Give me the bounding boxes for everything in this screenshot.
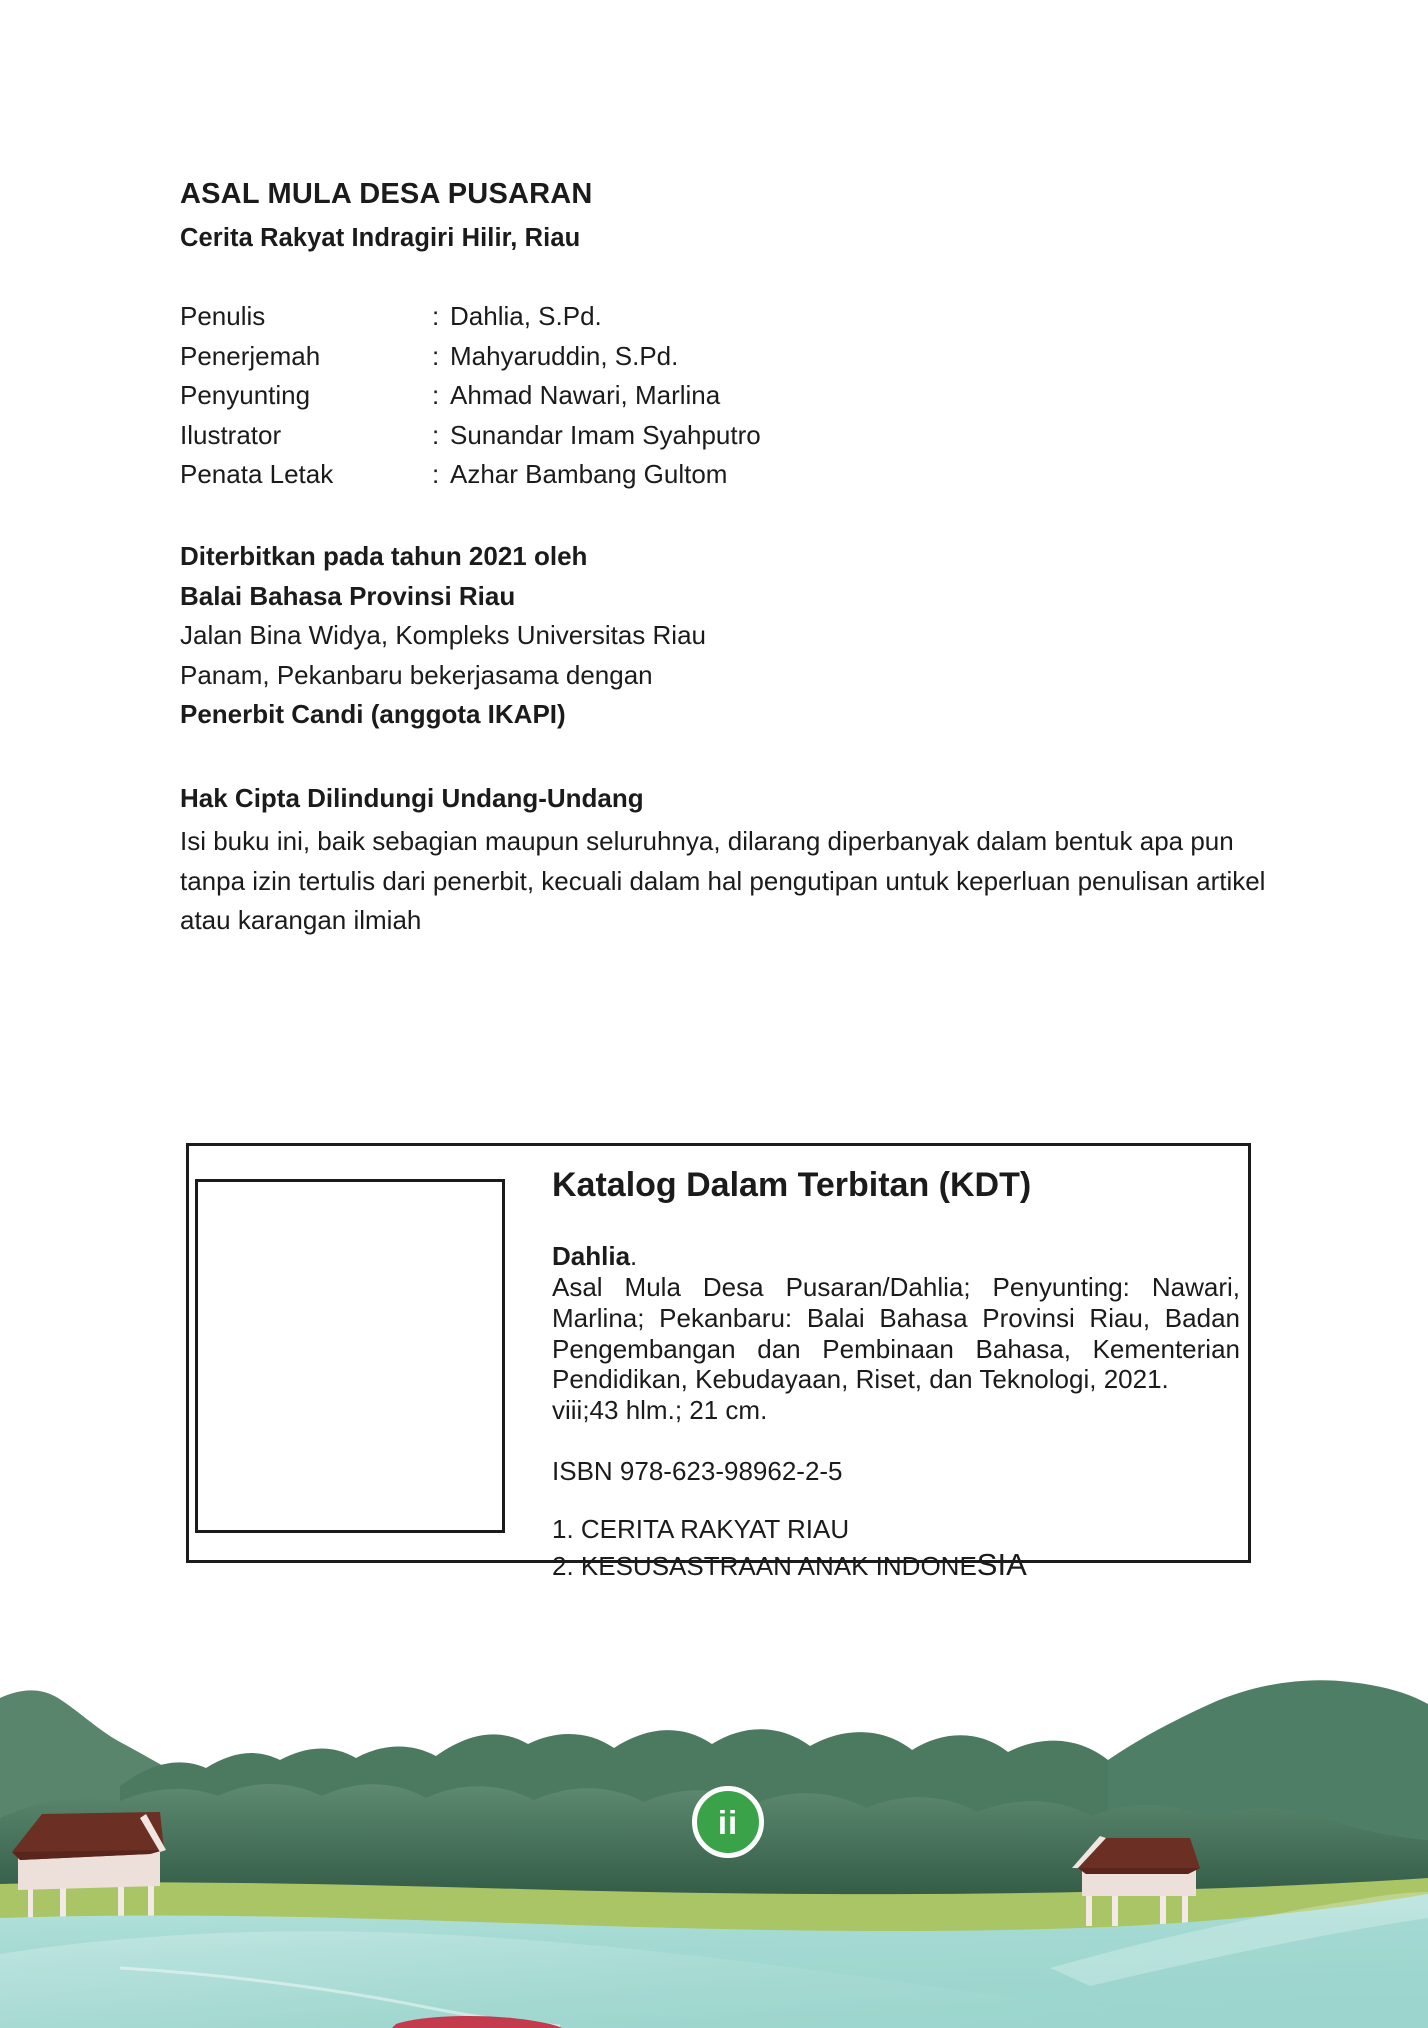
copyright-block bbox=[180, 779, 1300, 941]
page-subtitle: Cerita Rakyat Indragiri Hilir, Riau bbox=[180, 224, 581, 253]
credit-role: Penulis bbox=[180, 301, 266, 332]
kdt-subject-2-main: 2. KESUSASTRAAN ANAK INDONE bbox=[552, 1550, 977, 1581]
kdt-subject-1: 1. CERITA RAKYAT RIAU bbox=[552, 1514, 850, 1545]
kdt-subject-2 bbox=[552, 1546, 1240, 1584]
credit-value: Sunandar Imam Syahputro bbox=[450, 419, 761, 450]
kdt-heading: Katalog Dalam Terbitan (KDT) bbox=[552, 1166, 1032, 1204]
colophon-page-content bbox=[180, 175, 1300, 941]
kdt-content bbox=[552, 1164, 1240, 1584]
copyright-body: Isi buku ini, baik sebagian maupun seluruhnya, dilarang diperbanyak dalam bentuk apa pun tanpa izin tertulis dari penerbit, kecuali dalam hal pengutipan untuk keperluan penulisan artikel atau karangan ilmiah bbox=[180, 826, 1266, 936]
credit-role: Penata Letak bbox=[180, 459, 334, 490]
credit-separator: : bbox=[432, 340, 440, 371]
table-row bbox=[180, 376, 761, 416]
kdt-barcode-placeholder-box bbox=[195, 1179, 505, 1533]
credit-role: Penyunting bbox=[180, 380, 311, 411]
page-number-label: ii bbox=[717, 1803, 739, 1841]
publisher-year-line: Diterbitkan pada tahun 2021 oleh bbox=[180, 540, 588, 571]
publisher-address-line-1: Jalan Bina Widya, Kompleks Universitas Riau bbox=[180, 620, 706, 651]
credit-separator: : bbox=[432, 380, 440, 411]
publisher-block bbox=[180, 537, 1300, 735]
credit-value: Azhar Bambang Gultom bbox=[450, 459, 728, 490]
publisher-name: Balai Bahasa Provinsi Riau bbox=[180, 580, 516, 611]
table-row bbox=[180, 297, 761, 337]
kdt-subject-headings bbox=[552, 1514, 1240, 1584]
kdt-isbn: ISBN 978-623-98962-2-5 bbox=[552, 1455, 843, 1486]
publisher-address-line-2: Panam, Pekanbaru bekerjasama dengan bbox=[180, 659, 653, 690]
credits-table bbox=[180, 297, 761, 495]
table-row bbox=[180, 337, 761, 377]
credit-value: Mahyaruddin, S.Pd. bbox=[450, 340, 679, 371]
credit-separator: : bbox=[432, 419, 440, 450]
kdt-catalog-box bbox=[186, 1143, 1251, 1582]
page-number-badge bbox=[692, 1786, 764, 1858]
page-title: ASAL MULA DESA PUSARAN bbox=[180, 178, 593, 210]
table-row bbox=[180, 416, 761, 456]
table-row bbox=[180, 455, 761, 495]
credit-role: Ilustrator bbox=[180, 419, 282, 450]
credit-separator: : bbox=[432, 301, 440, 332]
kdt-author-entry bbox=[552, 1241, 1240, 1272]
credit-separator: : bbox=[432, 459, 440, 490]
credit-value: Dahlia, S.Pd. bbox=[450, 301, 602, 332]
credit-role: Penerjemah bbox=[180, 340, 321, 371]
copublisher-name: Penerbit Candi (anggota IKAPI) bbox=[180, 699, 566, 730]
kdt-author-period: . bbox=[630, 1240, 638, 1271]
title-block bbox=[180, 175, 1300, 255]
copyright-heading: Hak Cipta Dilindungi Undang-Undang bbox=[180, 782, 644, 813]
credit-value: Ahmad Nawari, Marlina bbox=[450, 380, 721, 411]
kdt-extent: viii;43 hlm.; 21 cm. bbox=[552, 1394, 768, 1425]
kdt-author-name: Dahlia bbox=[552, 1240, 631, 1271]
kdt-bibliographic-description: Asal Mula Desa Pusaran/Dahlia; Penyunting: Nawari, Marlina; Pekanbaru: Balai Bahasa Provinsi Riau, Badan Pengembangan dan Pembinaan Bahasa, Kementerian Pendidikan, Kebudayaan, Riset, dan Teknologi, 2021. bbox=[552, 1272, 1240, 1395]
kdt-subject-2-tail: SIA bbox=[976, 1546, 1027, 1582]
